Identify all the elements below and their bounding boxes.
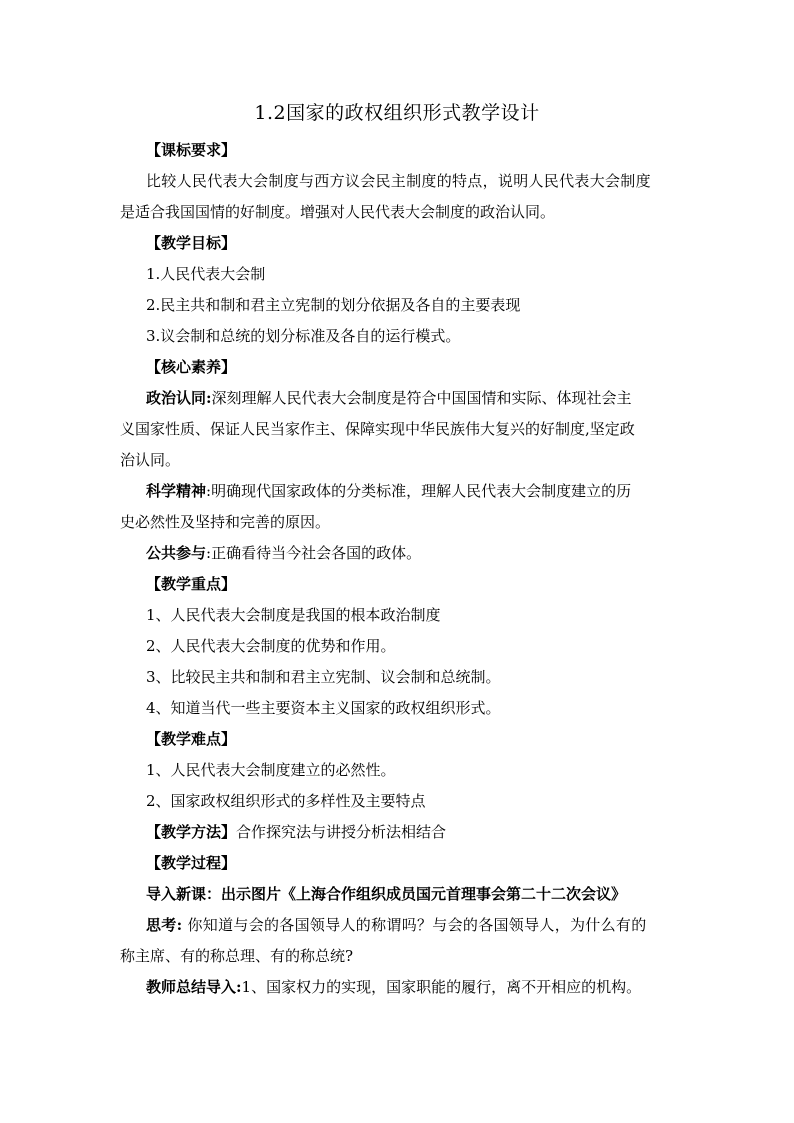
zhongdian-item-4: 4、知道当代一些主要资本主义国家的政权组织形式。 xyxy=(146,699,501,717)
nandian-item-1: 1、人民代表大会制度建立的必然性。 xyxy=(146,761,396,779)
zhongdian-item-2: 2、人民代表大会制度的优势和作用。 xyxy=(146,637,396,655)
document-title: 1.2国家的政权组织形式教学设计 xyxy=(254,102,540,124)
kebiao-line-2: 是适合我国国情的好制度。增强对人民代表大会制度的政治认同。 xyxy=(120,203,556,221)
heading-suyang: 【核心素养】 xyxy=(146,358,237,376)
zhongdian-item-3: 3、比较民主共和制和君主立宪制、议会制和总统制。 xyxy=(146,668,501,686)
suyang-kexue-line-1 xyxy=(146,481,631,501)
sikao-line-1 xyxy=(146,915,647,935)
gonggong-label: 公共参与 xyxy=(146,544,207,562)
fangfa-text: 合作探究法与讲授分析法相结合 xyxy=(236,823,447,841)
daoru-line: 导入新课：出示图片《上海合作组织成员国元首理事会第二十二次会议》 xyxy=(146,885,627,903)
mubiao-item-3: 3.议会制和总统的划分标准及各自的运行模式。 xyxy=(146,327,461,345)
sikao-line-2: 称主席、有的称总理、有的称总统? xyxy=(120,947,354,965)
zongjie-line xyxy=(146,977,641,997)
mubiao-item-1: 1.人民代表大会制 xyxy=(146,265,266,283)
zongjie-text: 1、国家权力的实现，国家职能的履行，离不开相应的机构。 xyxy=(241,978,642,996)
heading-mubiao: 【教学目标】 xyxy=(146,234,237,252)
kexue-text-1: :明确现代国家政体的分类标准，理解人民代表大会制度建立的历 xyxy=(206,482,632,500)
zhongdian-item-1: 1、人民代表大会制度是我国的根本政治制度 xyxy=(146,606,441,624)
heading-kebiao: 【课标要求】 xyxy=(146,141,237,159)
heading-zhongdian: 【教学重点】 xyxy=(146,575,237,593)
sikao-text-1: 你知道与会的各国领导人的称谓吗？与会的各国领导人，为什么有的 xyxy=(182,916,647,934)
heading-nandian: 【教学难点】 xyxy=(146,730,237,748)
heading-guocheng: 【教学过程】 xyxy=(146,854,237,872)
fangfa-line xyxy=(146,822,446,842)
zhengzhi-label: 政治认同: xyxy=(146,389,212,407)
suyang-zhengzhi-line-3: 治认同。 xyxy=(120,451,181,469)
suyang-zhengzhi-line-1 xyxy=(146,388,632,408)
zhengzhi-text-1: 深刻理解人民代表大会制度是符合中国国情和实际、体现社会主 xyxy=(211,389,632,407)
suyang-zhengzhi-line-2: 义国家性质、保证人民当家作主、保障实现中华民族伟大复兴的好制度,坚定政 xyxy=(120,420,635,438)
sikao-label: 思考: xyxy=(146,916,183,934)
mubiao-item-2: 2.民主共和制和君主立宪制的划分依据及各自的主要表现 xyxy=(146,296,521,314)
suyang-kexue-line-2: 史必然性及坚持和完善的原因。 xyxy=(120,513,331,531)
heading-fangfa: 【教学方法】 xyxy=(146,823,237,841)
suyang-gonggong-line xyxy=(146,543,421,563)
kexue-label: 科学精神 xyxy=(146,482,207,500)
zongjie-label: 教师总结导入: xyxy=(146,978,242,996)
gonggong-text: :正确看待当今社会各国的政体。 xyxy=(206,544,422,562)
kebiao-line-1: 比较人民代表大会制度与西方议会民主制度的特点，说明人民代表大会制度 xyxy=(146,172,651,190)
nandian-item-2: 2、国家政权组织形式的多样性及主要特点 xyxy=(146,792,426,810)
